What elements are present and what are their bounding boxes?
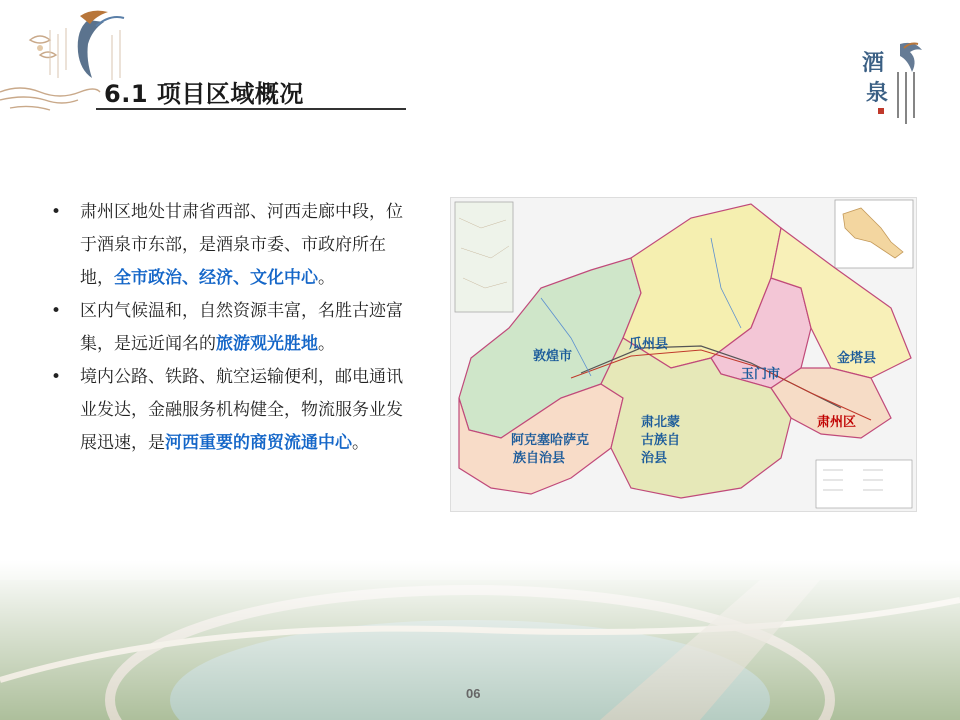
map-label-subei-2: 古族自 <box>641 433 681 448</box>
map-label-subei-3: 治县 <box>641 451 668 466</box>
map-inset-left <box>455 202 513 312</box>
bullet-item: • 境内公路、铁路、航空运输便利，邮电通讯业发达，金融服务机构健全，物流服务业发展迅速，是河西重要的商贸流通中心。 <box>50 367 403 453</box>
map-legend <box>816 460 912 508</box>
bullet-item: • 肃州区地处甘肃省西部、河西走廊中段，位于酒泉市东部，是酒泉市委、市政府所在地，全市政治、经济、文化中心。 <box>50 202 403 288</box>
bullet-item: • 区内气候温和，自然资源丰富，名胜古迹富集，是远近闻名的旅游观光胜地。 <box>50 301 403 354</box>
map-label-dunhuang: 敦煌市 <box>533 349 573 364</box>
page-title: 6.1 项目区域概况 <box>104 80 304 108</box>
title-underline <box>96 108 406 110</box>
svg-text:酒: 酒 <box>862 50 885 76</box>
page-number: 06 <box>466 686 481 701</box>
map-label-jinta: 金塔县 <box>837 351 877 366</box>
bullet-text: 区内气候温和，自然资源丰富，名胜古迹富集，是远近闻名的 <box>80 301 403 354</box>
bullet-highlight: 河西重要的商贸流通中心 <box>165 433 352 453</box>
map-label-yumen: 玉门市 <box>741 367 781 382</box>
map-label-suzhou: 肃州区 <box>817 415 857 430</box>
bullet-list <box>46 196 416 460</box>
bullet-text: 肃州区地处甘肃省西部、河西走廊中段，位于酒泉市东部，是酒泉市委、市政府所在地， <box>80 202 403 288</box>
svg-text:泉: 泉 <box>866 80 889 106</box>
bullet-highlight: 全市政治、经济、文化中心 <box>114 268 318 288</box>
header-ornament <box>0 0 140 130</box>
jiuquan-logo <box>858 38 928 133</box>
map-label-akesai-2: 族自治县 <box>513 451 566 466</box>
map-label-guazhou: 瓜州县 <box>629 337 669 352</box>
bullet-text: 境内公路、铁路、航空运输便利，邮电通讯业发达，金融服务机构健全，物流服务业发展迅速，是 <box>80 367 403 453</box>
bullet-highlight: 旅游观光胜地 <box>216 334 318 354</box>
map-label-akesai-1: 阿克塞哈萨克 <box>511 433 590 448</box>
region-map <box>450 197 917 512</box>
map-label-subei-1: 肃北蒙 <box>641 415 681 430</box>
